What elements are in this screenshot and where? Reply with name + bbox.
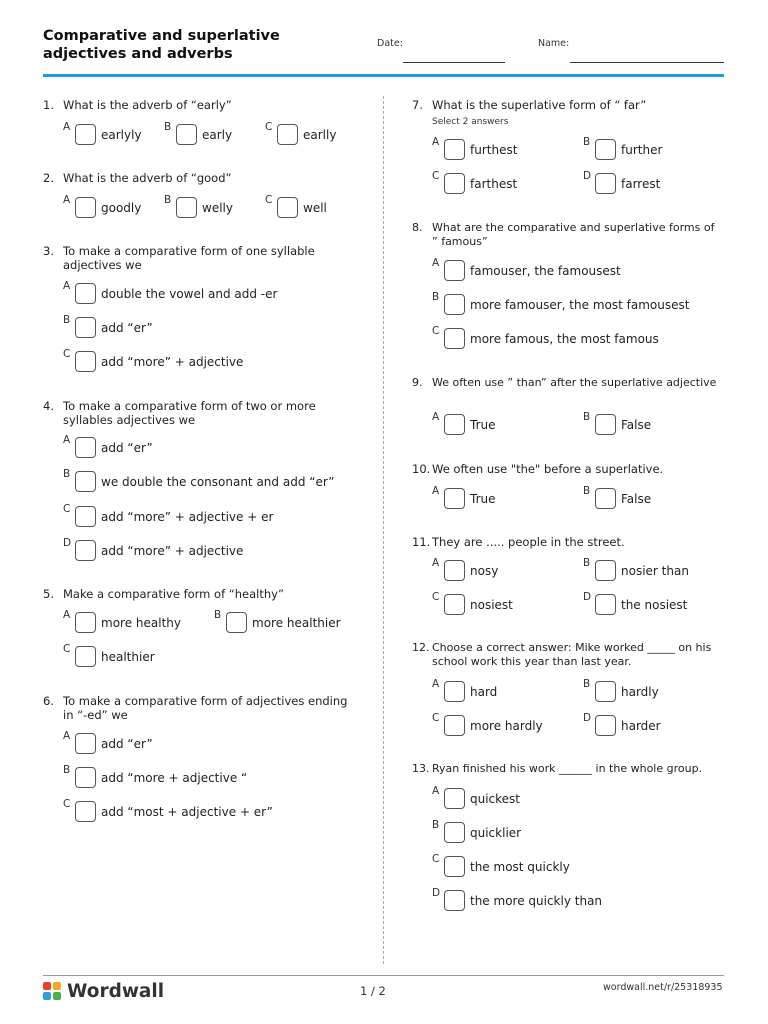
checkbox[interactable] <box>75 283 96 304</box>
option-letter: D <box>583 591 592 603</box>
option-letter: D <box>63 537 72 549</box>
checkbox[interactable] <box>444 139 465 160</box>
checkbox[interactable] <box>444 788 465 809</box>
option-letter: A <box>432 136 440 148</box>
date-label: Date: <box>377 38 403 49</box>
checkbox[interactable] <box>75 801 96 822</box>
question-text: Ryan finished his work ______ in the whole group. <box>432 762 703 775</box>
option-label: healthier <box>101 650 155 664</box>
checkbox[interactable] <box>75 471 96 492</box>
option-label: nosier than <box>621 564 689 578</box>
option-letter: B <box>432 291 440 303</box>
option-letter: D <box>432 887 441 899</box>
wordwall-logo-text: Wordwall <box>67 981 165 1002</box>
question-number: 1. <box>43 98 54 112</box>
option-label: we double the consonant and add “er” <box>101 475 335 489</box>
option-label: add “er” <box>101 441 153 455</box>
column-divider <box>383 96 384 964</box>
option-letter: B <box>63 314 71 326</box>
option-letter: C <box>432 591 440 603</box>
option-label: goodly <box>101 201 142 215</box>
question-text: Make a comparative form of “healthy” <box>63 587 284 601</box>
question-text-line-1: To make a comparative form of adjectives ending <box>63 694 348 708</box>
question-number: 6. <box>43 694 54 708</box>
option-label: harder <box>621 719 661 733</box>
option-letter: A <box>63 730 71 742</box>
checkbox[interactable] <box>75 733 96 754</box>
header-rule <box>43 74 724 77</box>
footer-rule <box>43 975 724 976</box>
option-letter: A <box>432 785 440 797</box>
option-letter: A <box>63 609 71 621</box>
option-letter: A <box>63 194 71 206</box>
checkbox[interactable] <box>595 681 616 702</box>
option-letter: B <box>583 557 591 569</box>
checkbox[interactable] <box>444 294 465 315</box>
question-text: What is the adverb of “early” <box>63 98 232 112</box>
name-label: Name: <box>538 38 570 49</box>
option-label: further <box>621 143 663 157</box>
option-label: add “er” <box>101 737 153 751</box>
checkbox[interactable] <box>444 414 465 435</box>
option-label: add “more + adjective “ <box>101 771 248 785</box>
option-letter: C <box>63 503 71 515</box>
option-label: False <box>621 418 652 432</box>
option-letter: C <box>432 325 440 337</box>
checkbox[interactable] <box>444 856 465 877</box>
option-label: earlly <box>303 128 337 142</box>
checkbox[interactable] <box>75 124 96 145</box>
question-text-line-1: To make a comparative form of two or more <box>63 399 316 413</box>
question-number: 2. <box>43 171 54 185</box>
option-label: more famous, the most famous <box>470 332 659 346</box>
option-label: the more quickly than <box>470 894 603 908</box>
page-number: 1 / 2 <box>360 984 386 998</box>
option-letter: B <box>63 764 71 776</box>
option-label: farrest <box>621 177 661 191</box>
option-label: more famouser, the most famousest <box>470 298 690 312</box>
question-number: 5. <box>43 587 54 601</box>
option-label: early <box>202 128 233 142</box>
question-text-line-2: in “-ed” we <box>63 708 128 722</box>
option-letter: C <box>265 194 273 206</box>
question-text: What is the superlative form of “ far” <box>432 98 647 112</box>
option-label: add “more” + adjective + er <box>101 510 274 524</box>
option-label: earlyly <box>101 128 142 142</box>
option-label: True <box>470 492 496 506</box>
option-label: furthest <box>470 143 518 157</box>
question-number: 11. <box>412 535 431 549</box>
option-letter: A <box>432 678 440 690</box>
checkbox[interactable] <box>444 328 465 349</box>
option-letter: B <box>164 194 172 206</box>
option-letter: C <box>432 853 440 865</box>
question-note: Select 2 answers <box>432 117 509 127</box>
option-label: add “more” + adjective <box>101 355 244 369</box>
checkbox[interactable] <box>75 612 96 633</box>
option-label: the nosiest <box>621 598 688 612</box>
option-label: add “er” <box>101 321 153 335</box>
checkbox[interactable] <box>595 594 616 615</box>
option-label: double the vowel and add -er <box>101 287 278 301</box>
checkbox[interactable] <box>75 646 96 667</box>
option-letter: A <box>432 411 440 423</box>
option-letter: A <box>432 557 440 569</box>
option-letter: C <box>63 348 71 360</box>
option-label: add “more” + adjective <box>101 544 244 558</box>
checkbox[interactable] <box>595 414 616 435</box>
option-letter: A <box>432 485 440 497</box>
option-label: False <box>621 492 652 506</box>
checkbox[interactable] <box>75 767 96 788</box>
checkbox[interactable] <box>595 560 616 581</box>
checkbox[interactable] <box>176 124 197 145</box>
checkbox[interactable] <box>595 173 616 194</box>
option-letter: C <box>432 712 440 724</box>
option-label: hardly <box>621 685 659 699</box>
option-letter: B <box>63 468 71 480</box>
question-text-line-2: syllables adjectives we <box>63 413 196 427</box>
checkbox[interactable] <box>595 715 616 736</box>
question-text-line-2: ” famous” <box>432 235 488 248</box>
checkbox[interactable] <box>75 317 96 338</box>
option-letter: B <box>583 411 591 423</box>
checkbox[interactable] <box>277 124 298 145</box>
checkbox[interactable] <box>444 822 465 843</box>
option-label: add “most + adjective + er” <box>101 805 273 819</box>
option-letter: B <box>583 485 591 497</box>
option-letter: C <box>63 643 71 655</box>
question-text-line-1: Choose a correct answer: Mike worked _____ on his <box>432 641 712 654</box>
checkbox[interactable] <box>444 681 465 702</box>
option-label: quicklier <box>470 826 522 840</box>
option-letter: C <box>432 170 440 182</box>
option-letter: A <box>432 257 440 269</box>
checkbox[interactable] <box>75 506 96 527</box>
option-letter: B <box>583 678 591 690</box>
option-letter: B <box>583 136 591 148</box>
question-number: 4. <box>43 399 54 413</box>
question-number: 7. <box>412 98 423 112</box>
question-number: 12. <box>412 641 430 654</box>
name-field[interactable] <box>570 62 724 63</box>
option-letter: D <box>583 170 592 182</box>
checkbox[interactable] <box>444 594 465 615</box>
option-label: more healthier <box>252 616 341 630</box>
question-text: They are ..... people in the street. <box>432 535 625 549</box>
question-text: We often use ” than” after the superlative adjective <box>432 376 717 389</box>
wordwall-logo-icon <box>43 982 63 1002</box>
option-label: famouser, the famousest <box>470 264 621 278</box>
option-letter: C <box>265 121 273 133</box>
checkbox[interactable] <box>444 715 465 736</box>
option-label: quickest <box>470 792 521 806</box>
checkbox[interactable] <box>444 488 465 509</box>
checkbox[interactable] <box>176 197 197 218</box>
checkbox[interactable] <box>444 890 465 911</box>
checkbox[interactable] <box>444 173 465 194</box>
checkbox[interactable] <box>444 560 465 581</box>
option-label: more healthy <box>101 616 181 630</box>
question-number: 3. <box>43 244 54 258</box>
option-letter: A <box>63 280 71 292</box>
source-url[interactable]: wordwall.net/r/25318935 <box>603 982 723 993</box>
option-label: nosiest <box>470 598 513 612</box>
checkbox[interactable] <box>75 540 96 561</box>
option-letter: A <box>63 121 71 133</box>
option-label: hard <box>470 685 498 699</box>
worksheet-title: Comparative and superlative adjectives and adverbs <box>43 28 280 62</box>
checkbox[interactable] <box>226 612 247 633</box>
option-label: the most quickly <box>470 860 570 874</box>
question-text-line-2: school work this year than last year. <box>432 655 632 668</box>
checkbox[interactable] <box>75 197 96 218</box>
question-number: 10. <box>412 462 431 476</box>
option-letter: B <box>214 609 222 621</box>
checkbox[interactable] <box>595 139 616 160</box>
option-label: nosy <box>470 564 499 578</box>
checkbox[interactable] <box>277 197 298 218</box>
question-number: 9. <box>412 376 423 389</box>
option-letter: D <box>583 712 592 724</box>
option-label: True <box>470 418 496 432</box>
question-text-line-1: What are the comparative and superlative forms of <box>432 221 715 234</box>
option-letter: B <box>432 819 440 831</box>
option-label: well <box>303 201 327 215</box>
checkbox[interactable] <box>75 437 96 458</box>
question-text: We often use "the" before a superlative. <box>432 462 664 476</box>
option-letter: C <box>63 798 71 810</box>
option-letter: A <box>63 434 71 446</box>
option-label: welly <box>202 201 233 215</box>
question-text-line-2: adjectives we <box>63 258 142 272</box>
question-number: 8. <box>412 221 423 234</box>
checkbox[interactable] <box>595 488 616 509</box>
option-label: more hardly <box>470 719 543 733</box>
date-field[interactable] <box>403 62 505 63</box>
checkbox[interactable] <box>75 351 96 372</box>
option-label: farthest <box>470 177 518 191</box>
checkbox[interactable] <box>444 260 465 281</box>
question-text-line-1: To make a comparative form of one syllable <box>63 244 315 258</box>
option-letter: B <box>164 121 172 133</box>
question-number: 13. <box>412 762 430 775</box>
question-text: What is the adverb of “good” <box>63 171 232 185</box>
